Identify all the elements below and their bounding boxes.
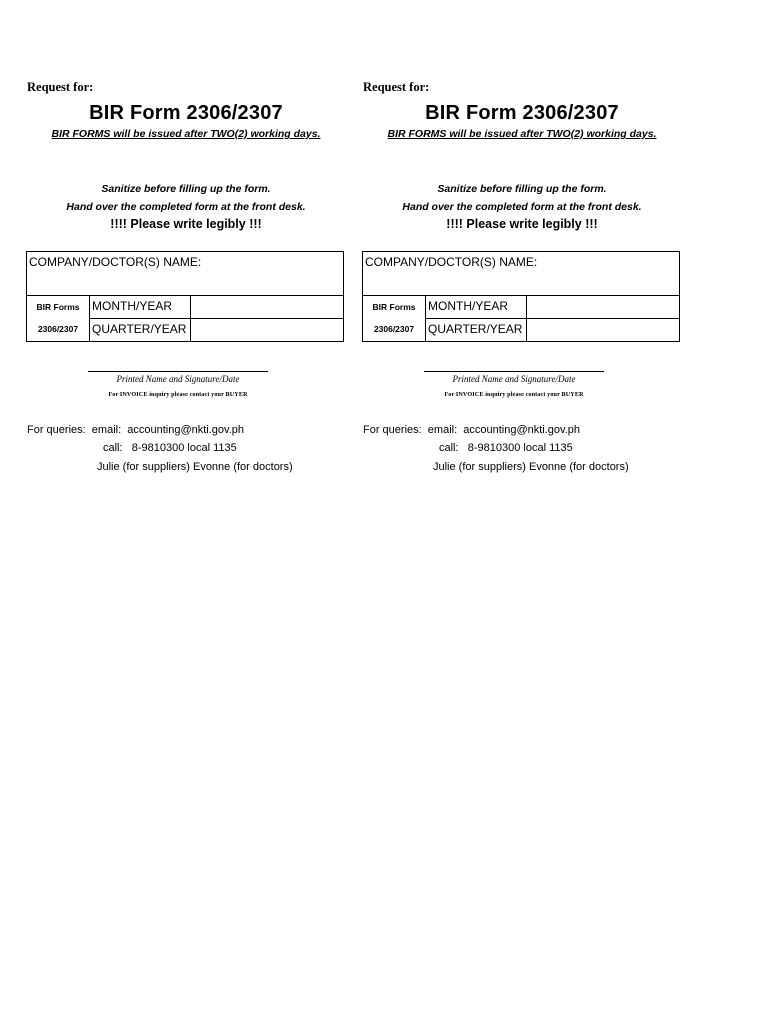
- queries-call-line: call: 8-9810300 local 1135: [103, 442, 237, 454]
- quarter-year-label: QUARTER/YEAR: [428, 322, 523, 336]
- form-title: BIR Form 2306/2307: [89, 102, 283, 124]
- queries-contacts-line: Julie (for suppliers) Evonne (for doctors): [433, 461, 629, 473]
- sanitize-instruction: Sanitize before filling up the form.: [101, 183, 271, 195]
- signature-line: [424, 371, 604, 372]
- divider: [190, 295, 191, 341]
- company-name-field: COMPANY/DOCTOR(S) NAME:: [29, 255, 202, 269]
- bir-forms-label: BIR Forms: [372, 302, 416, 312]
- queries-call-line: call: 8-9810300 local 1135: [439, 442, 573, 454]
- month-year-label: MONTH/YEAR: [92, 299, 173, 313]
- divider: [89, 295, 90, 341]
- divider: [363, 295, 679, 296]
- legibility-warning: !!!! Please write legibly !!!: [110, 217, 262, 231]
- divider: [526, 295, 527, 341]
- company-name-field: COMPANY/DOCTOR(S) NAME:: [365, 255, 538, 269]
- queries-email-line: For queries: email: accounting@nkti.gov.ph: [27, 424, 245, 436]
- issuance-note: BIR FORMS will be issued after TWO(2) working days.: [387, 128, 657, 140]
- queries-email-line: For queries: email: accounting@nkti.gov.ph: [363, 424, 581, 436]
- signature-label: Printed Name and Signature/Date: [116, 374, 240, 384]
- divider: [425, 295, 426, 341]
- request-for-label: Request for:: [363, 80, 430, 94]
- month-year-label: MONTH/YEAR: [428, 299, 509, 313]
- divider: [27, 295, 343, 296]
- request-details-box: [362, 251, 680, 342]
- handover-instruction: Hand over the completed form at the front desk.: [402, 201, 642, 213]
- bir-forms-number: 2306/2307: [373, 324, 415, 334]
- bir-forms-number: 2306/2307: [37, 324, 79, 334]
- legibility-warning: !!!! Please write legibly !!!: [446, 217, 598, 231]
- form-title: BIR Form 2306/2307: [425, 102, 619, 124]
- bir-forms-label: BIR Forms: [36, 302, 80, 312]
- invoice-note: For INVOICE inquiry please contact your BUYER: [108, 391, 248, 398]
- request-for-label: Request for:: [27, 80, 94, 94]
- issuance-note: BIR FORMS will be issued after TWO(2) working days.: [51, 128, 321, 140]
- request-form-right: [362, 0, 698, 490]
- queries-contacts-line: Julie (for suppliers) Evonne (for doctors): [97, 461, 293, 473]
- divider: [89, 318, 343, 319]
- handover-instruction: Hand over the completed form at the front desk.: [66, 201, 306, 213]
- signature-line: [88, 371, 268, 372]
- signature-label: Printed Name and Signature/Date: [452, 374, 576, 384]
- request-details-box: [26, 251, 344, 342]
- sanitize-instruction: Sanitize before filling up the form.: [437, 183, 607, 195]
- request-form-left: [26, 0, 362, 490]
- quarter-year-label: QUARTER/YEAR: [92, 322, 187, 336]
- divider: [425, 318, 679, 319]
- invoice-note: For INVOICE inquiry please contact your BUYER: [444, 391, 584, 398]
